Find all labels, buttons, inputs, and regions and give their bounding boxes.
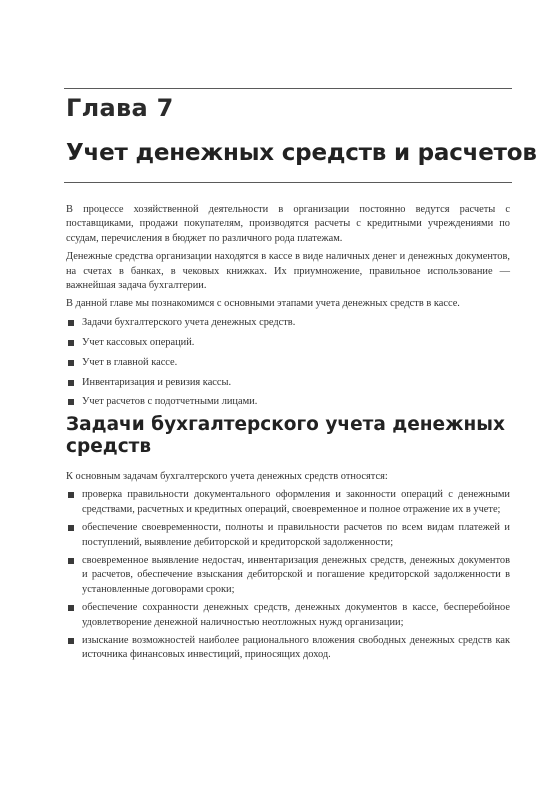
square-bullet-icon bbox=[68, 558, 74, 564]
list-item bbox=[66, 601, 510, 630]
intro-paragraph: В процессе хозяйственной деятельности в организации постоянно ведутся расчеты с поставщиками, продажи покупателям, производятся расчеты с кредитными учреждениями по ссудам, перечисления в бюджет по различного рода платежам. bbox=[66, 204, 510, 244]
chapter-title: Учет денежных средств и расчетов bbox=[66, 140, 537, 166]
list-item bbox=[66, 634, 510, 663]
chapter-rule-bottom bbox=[64, 182, 512, 183]
square-bullet-icon bbox=[68, 360, 74, 366]
square-bullet-icon bbox=[68, 380, 74, 386]
section-body bbox=[66, 470, 510, 667]
list-item-text: Задачи бухгалтерского учета денежных средств. bbox=[82, 316, 296, 328]
section-lead: К основным задачам бухгалтерского учета денежных средств относятся: bbox=[66, 471, 388, 482]
list-item bbox=[66, 521, 510, 550]
list-item bbox=[66, 356, 510, 370]
square-bullet-icon bbox=[68, 399, 74, 405]
intro-paragraph: В данной главе мы познакомимся с основными этапами учета денежных средств в кассе. bbox=[66, 298, 460, 310]
chapter-label: Глава 7 bbox=[66, 94, 174, 122]
list-item bbox=[66, 554, 510, 597]
list-item bbox=[66, 395, 510, 409]
chapter-rule-top bbox=[64, 88, 512, 89]
square-bullet-icon bbox=[68, 605, 74, 611]
list-item bbox=[66, 488, 510, 517]
square-bullet-icon bbox=[68, 320, 74, 326]
list-item-text: обеспечение своевременности, полноты и правильности расчетов по всем видам платежей и поступлений, выявление дебиторской и кредиторской задолженности; bbox=[82, 522, 510, 548]
list-item-text: своевременное выявление недостач, инвентаризация денежных средств, денежных документов и расчетов, обеспечение взыскания дебиторской и погашение кредиторской задолженности в установленные договорами сроки; bbox=[82, 555, 510, 595]
square-bullet-icon bbox=[68, 638, 74, 644]
list-item-text: проверка правильности документального оформления и законности операций с денежными средствами, расчетных и кредитных операций, своевременное и полное отражение их в учете; bbox=[82, 489, 510, 515]
tasks-list bbox=[66, 488, 510, 662]
list-item-text: Учет в главной кассе. bbox=[82, 356, 178, 368]
list-item bbox=[66, 376, 510, 390]
list-item-text: Учет расчетов с подотчетными лицами. bbox=[82, 396, 258, 408]
square-bullet-icon bbox=[68, 525, 74, 531]
list-item bbox=[66, 316, 510, 330]
intro-paragraph: Денежные средства организации находятся в кассе в виде наличных денег и денежных документов, на счетах в банках, в чековых книжках. Их приумножение, правильное использование — важнейшая задача бухгалтерии. bbox=[66, 251, 510, 292]
square-bullet-icon bbox=[68, 340, 74, 346]
list-item-text: Инвентаризация и ревизия кассы. bbox=[82, 376, 232, 388]
intro-block bbox=[66, 203, 510, 415]
list-item bbox=[66, 336, 510, 350]
square-bullet-icon bbox=[68, 492, 74, 498]
section-heading: Задачи бухгалтерского учета денежных средств bbox=[66, 414, 505, 457]
list-item-text: изыскание возможностей наиболее рационального вложения свободных денежных средств как источника финансовых инвестиций, приносящих доход. bbox=[82, 635, 510, 661]
list-item-text: обеспечение сохранности денежных средств, денежных документов в кассе, бесперебойное удовлетворение денежной наличностью неотложных нужд организации; bbox=[82, 602, 510, 628]
chapter-contents-list bbox=[66, 316, 510, 410]
list-item-text: Учет кассовых операций. bbox=[82, 336, 195, 348]
